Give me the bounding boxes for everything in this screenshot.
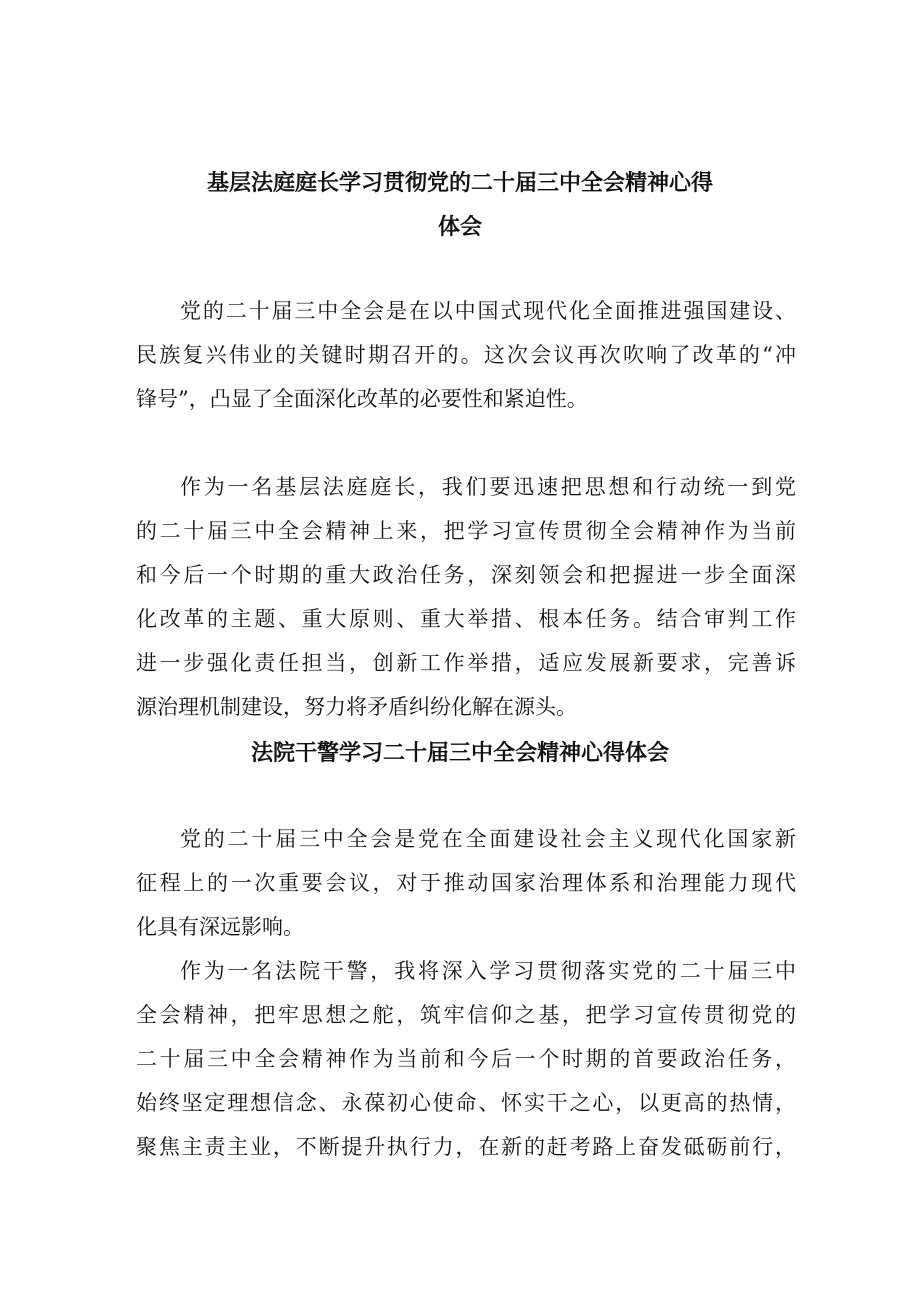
paragraph-line: 化改革的主题、重大原则、重大举措、根本任务。结合审判工作 [136, 607, 796, 631]
article1-title-line1: 基层法庭庭长学习贯彻党的二十届三中全会精神心得 [206, 171, 713, 196]
paragraph-line: 源治理机制建设，努力将矛盾纠纷化解在源头。 [136, 695, 577, 719]
article1-paragraph-2 [136, 465, 796, 729]
paragraph-line: 二十届三中全会精神作为当前和今后一个时期的首要政治任务， [136, 1047, 796, 1071]
paragraph-line: 进一步强化责任担当，创新工作举措，适应发展新要求，完善诉 [136, 651, 796, 675]
paragraph-line: 全会精神，把牢思想之舵，筑牢信仰之基，把学习宣传贯彻党的 [136, 1003, 796, 1027]
paragraph-line: 作为一名基层法庭庭长，我们要迅速把思想和行动统一到党 [180, 475, 796, 499]
article1-paragraph-1 [136, 289, 796, 421]
article2-paragraph-2 [136, 949, 796, 1169]
paragraph-line: 始终坚定理想信念、永葆初心使命、怀实干之心，以更高的热情， [136, 1091, 796, 1115]
paragraph-line: 作为一名法院干警，我将深入学习贯彻落实党的二十届三中 [180, 959, 796, 983]
paragraph-line: 聚焦主责主业，不断提升执行力，在新的赶考路上奋发砥砺前行， [136, 1135, 796, 1159]
article2-title [0, 732, 920, 776]
paragraph-line: 民族复兴伟业的关键时期召开的。这次会议再次吹响了改革的“冲 [136, 343, 796, 367]
article1-title-line2: 体会 [437, 215, 482, 240]
paragraph-line: 化具有深远影响。 [136, 915, 304, 939]
paragraph-line: 党的二十届三中全会是在以中国式现代化全面推进强国建设、 [180, 299, 796, 323]
article1-title [0, 162, 920, 250]
paragraph-line: 的二十届三中全会精神上来，把学习宣传贯彻全会精神作为当前 [136, 519, 796, 543]
paragraph-line: 征程上的一次重要会议，对于推动国家治理体系和治理能力现代 [136, 871, 796, 895]
paragraph-line: 党的二十届三中全会是党在全面建设社会主义现代化国家新 [180, 827, 796, 851]
paragraph-line: 锋号”，凸显了全面深化改革的必要性和紧迫性。 [136, 387, 588, 411]
article2-paragraph-1 [136, 817, 796, 949]
article2-title-text: 法院干警学习二十届三中全会精神心得体会 [250, 741, 669, 766]
paragraph-line: 和今后一个时期的重大政治任务，深刻领会和把握进一步全面深 [136, 563, 796, 587]
